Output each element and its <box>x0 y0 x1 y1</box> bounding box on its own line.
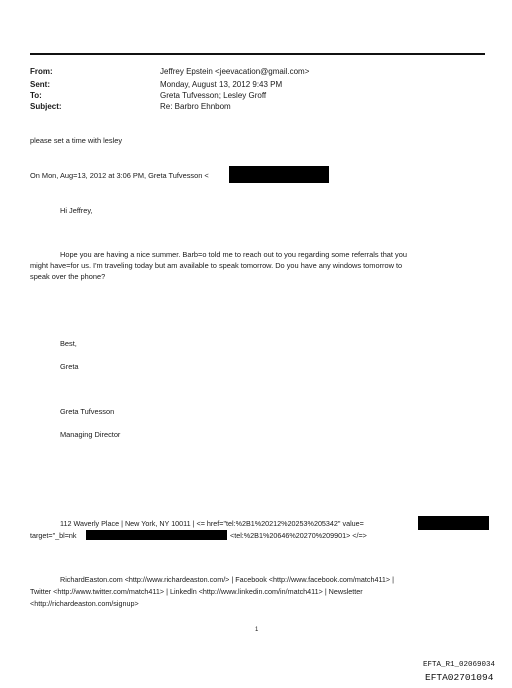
links-line-1: RichardEaston.com <http://www.richardeaston.com/> | Facebook <http://www.facebook.com/match411> | <box>60 575 394 584</box>
redaction-phone-1 <box>418 516 489 530</box>
footer-id-1: EFTA_R1_02069034 <box>423 661 496 669</box>
subject-label: Subject: <box>30 102 62 111</box>
header-rule <box>30 53 485 55</box>
paragraph-line-1: Hope you are having a nice summer. Barb=o told me to reach out to you regarding some referrals that you <box>60 250 407 259</box>
to-value: Greta Tufvesson; Lesley Groff <box>160 91 267 100</box>
closing: Best, <box>60 339 77 348</box>
reply-text: please set a time with lesley <box>30 136 123 145</box>
paragraph-line-2: might have=for us. I'm traveling today but am available to speak tomorrow. Do you have any windows tomorrow to <box>30 261 403 270</box>
quote-intro: On Mon, Aug=13, 2012 at 3:06 PM, Greta Tufvesson < <box>30 171 209 180</box>
to-label: To: <box>30 91 42 100</box>
signature-name: Greta Tufvesson <box>60 407 115 416</box>
signature-title: Managing Director <box>60 430 121 439</box>
address-line-1: 112 Waverly Place | New York, NY 10011 | <= href="tel:%2B1%20212%20253%205342" value= <box>60 519 364 528</box>
from-value: Jeffrey Epstein <jeevacation@gmail.com> <box>160 67 310 76</box>
greeting: Hi Jeffrey, <box>60 206 93 215</box>
sent-value: Monday, August 13, 2012 9:43 PM <box>160 80 283 89</box>
subject-value: Re: Barbro Ehnbom <box>160 102 231 111</box>
address-line-2-end: <tel:%2B1%20646%20270%209901> </=> <box>230 531 367 540</box>
from-label: From: <box>30 67 53 76</box>
redaction-email <box>229 166 329 183</box>
page-number: 1 <box>255 627 259 633</box>
footer-id-2: EFTA02701094 <box>425 672 494 683</box>
signoff: Greta <box>60 362 79 371</box>
address-line-2-start: target="_bl=nk <box>30 531 77 540</box>
paragraph-line-3: speak over the phone? <box>30 272 106 281</box>
redaction-phone-2 <box>86 530 227 540</box>
links-line-3: <http://richardeaston.com/signup> <box>30 599 139 608</box>
sent-label: Sent: <box>30 80 50 89</box>
links-line-2: Twitter <http://www.twitter.com/match411> | Linkedln <http://www.linkedin.com/in/match411> | Newsletter <box>30 587 363 596</box>
